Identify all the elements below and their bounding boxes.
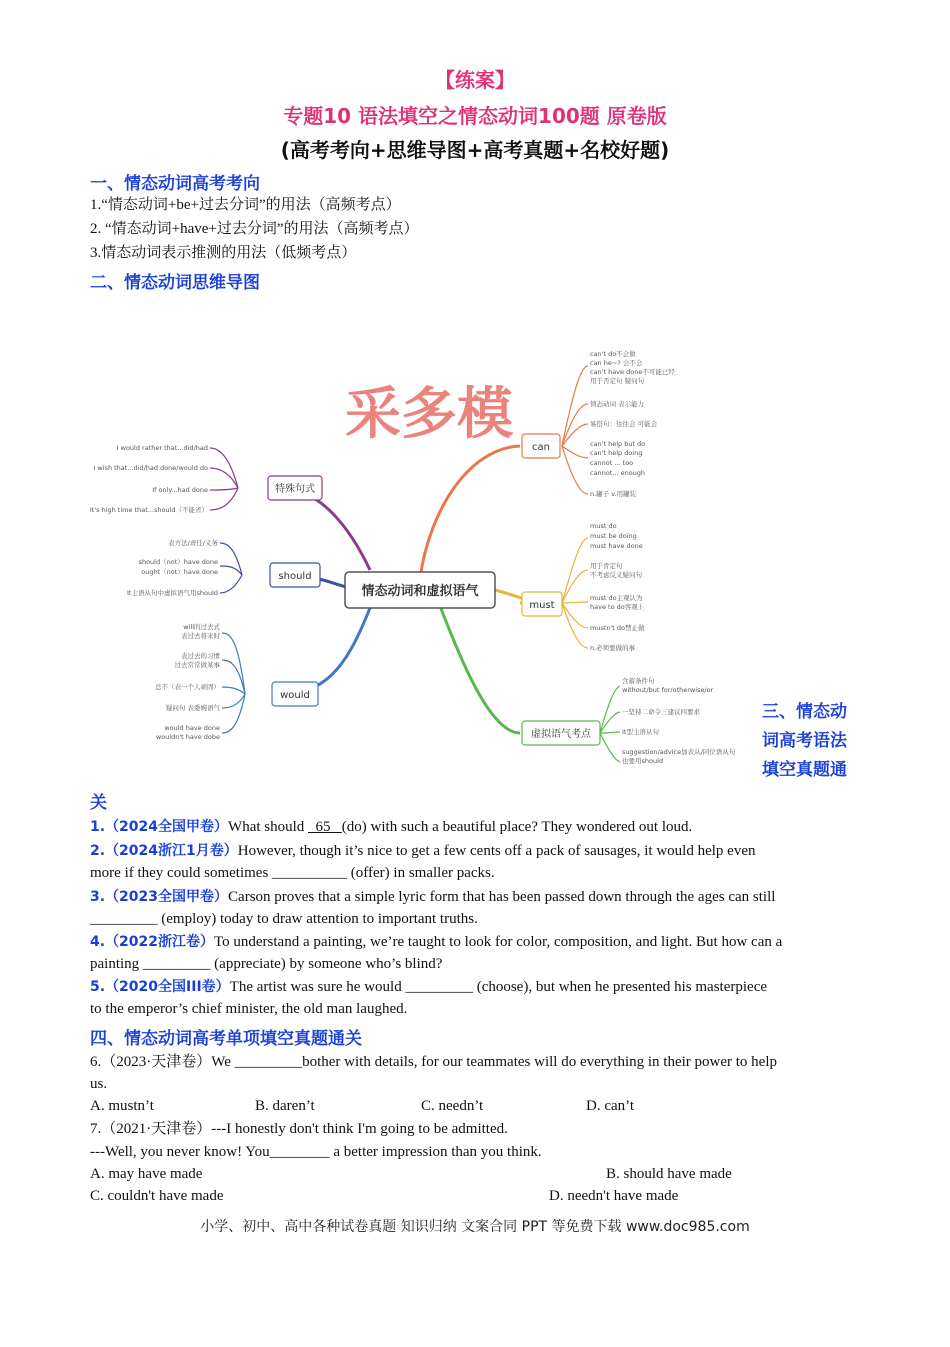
- mindmap-leaf: 用于否定句 疑问句: [590, 377, 645, 385]
- question-6-cont: us.: [90, 1076, 108, 1092]
- q6-option-a[interactable]: A. mustn’t: [90, 1098, 154, 1114]
- section3-heading: 三、情态动 词高考语法 填空真题通: [762, 702, 847, 780]
- mindmap-leaf: suggestion/advice加表从/同位语从句: [622, 748, 736, 756]
- question-5: 5.（2020全国III卷）The artist was sure he would _________ (choose), but when he presented his masterpiece: [90, 979, 768, 995]
- doc-tag: 【练案】: [435, 68, 515, 92]
- section3-heading-tail: 关: [90, 793, 107, 813]
- q6-option-c[interactable]: C. needn’t: [421, 1098, 484, 1114]
- mindmap-leaf: 不考虑反义疑问句: [590, 571, 642, 579]
- mindmap-node-would: would: [280, 690, 310, 701]
- mindmap-leaf: must do: [590, 522, 617, 530]
- question-3-cont: _________ (employ) today to draw attention to important truths.: [90, 911, 478, 927]
- mindmap-leaf: 情态动词 表示能力: [590, 400, 645, 408]
- mindmap-leaf: without/but for/otherwise/or: [622, 686, 714, 694]
- mindmap-node-should: should: [278, 571, 312, 582]
- mindmap-leaf: have to do客观上: [590, 603, 645, 611]
- mindmap-leaf: can't help but do: [590, 440, 646, 448]
- mindmap-leaf: 表过去的习惯: [181, 652, 220, 660]
- mindmap-leaf: must be doing: [590, 532, 637, 540]
- mindmap-watermark: 采多模: [345, 382, 513, 447]
- q7-option-c[interactable]: C. couldn't have made: [90, 1188, 224, 1204]
- question-4-cont: painting _________ (appreciate) by someone who’s blind?: [90, 956, 443, 972]
- mindmap-image: [89, 338, 750, 774]
- mindmap-leaf: 过去常常做某事: [174, 661, 220, 669]
- q6-option-b[interactable]: B. daren’t: [255, 1098, 315, 1114]
- mindmap-leaf: 疑问句 表委婉语气: [165, 704, 220, 712]
- mindmap-leaf: 表过去将来时: [181, 632, 220, 640]
- section2-heading: 二、情态动词思维导图: [90, 273, 260, 293]
- q7-option-b[interactable]: B. should have made: [606, 1166, 732, 1182]
- mindmap-leaf: 一坚持二命令三建议四要求: [622, 708, 700, 716]
- mindmap-leaf: can't help doing: [590, 449, 643, 457]
- mindmap-leaf: 总不（表一个人顽固）: [155, 683, 220, 691]
- mindmap-leaf: I wish that...did/had done/would do: [93, 464, 208, 472]
- mindmap-leaf: must do主观认为: [590, 594, 643, 602]
- mindmap-leaf: wouldn't have dobe: [155, 733, 220, 741]
- q6-option-d[interactable]: D. can’t: [586, 1098, 635, 1114]
- mindmap-leaf: can't have done不可能已经: [590, 368, 675, 376]
- mindmap-leaf: It型主语从句: [622, 728, 659, 736]
- question-6: 6.（2023·天津卷）We _________bother with details, for our teammates will do everything in their power to help: [90, 1054, 777, 1070]
- mindmap-leaf: 含蓄条件句: [622, 677, 655, 685]
- question-7-cont: ---Well, you never know! You________ a better impression than you think.: [90, 1144, 542, 1160]
- mindmap-leaf: n.必须要做的事: [590, 644, 636, 652]
- section1-heading: 一、情态动词高考考向: [90, 174, 260, 194]
- q7-option-a[interactable]: A. may have made: [90, 1166, 203, 1182]
- exam-focus-item-3: 3.情态动词表示推测的用法（低频考点）: [90, 245, 357, 261]
- mindmap-node-subjunctive: 虚拟语气考点: [531, 729, 591, 740]
- question-4: 4.（2022浙江卷）To understand a painting, we’re taught to look for color, composition, and light. But how can a: [90, 934, 783, 950]
- mindmap-node-special: 特殊句式: [275, 484, 315, 495]
- question-2-cont: more if they could sometimes __________ (offer) in smaller packs.: [90, 865, 495, 881]
- mindmap-leaf: can't do不会做: [590, 350, 636, 358]
- mindmap-leaf: It主语从句中虚拟语气用should: [127, 589, 218, 597]
- mindmap-leaf: I would rather that...did/had: [116, 444, 208, 452]
- question-5-cont: to the emperor’s chief minister, the old man laughed.: [90, 1001, 408, 1017]
- mindmap-leaf: cannot... enough: [590, 469, 646, 477]
- doc-title: 专题10 语法填空之情态动词100题 原卷版: [283, 104, 667, 128]
- page-footer: 小学、初中、高中各种试卷真题 知识归纳 文案合同 PPT 等免费下载 www.doc985.com: [200, 1219, 750, 1235]
- mindmap-leaf: can he~? 会不会: [590, 359, 643, 367]
- mindmap-center-node: 情态动词和虚拟语气: [361, 584, 479, 599]
- mindmap-leaf: must have done: [590, 542, 643, 550]
- q7-option-d[interactable]: D. needn't have made: [549, 1188, 679, 1204]
- question-2: 2.（2024浙江1月卷）However, though it’s nice to get a few cents off a pack of sausages, it would help even: [90, 843, 756, 859]
- question-7: 7.（2021·天津卷）---I honestly don't think I'm going to be admitted.: [90, 1121, 508, 1137]
- mindmap-leaf: ought（not）have done: [141, 568, 218, 576]
- mindmap-leaf: 易搭句：往往会 可能会: [590, 420, 658, 428]
- exam-focus-item-2: 2. “情态动词+have+过去分词”的用法（高频考点）: [90, 221, 419, 237]
- mindmap-leaf: would have done: [164, 724, 220, 732]
- answer-blank[interactable]: 65: [315, 819, 331, 835]
- mindmap-node-can: can: [532, 442, 550, 453]
- mindmap-node-must: must: [529, 600, 555, 611]
- mindmap-leaf: 也要用should: [622, 757, 664, 765]
- mindmap-leaf: mustn't do禁止做: [590, 624, 645, 632]
- question-3: 3.（2023全国甲卷）Carson proves that a simple lyric form that has been passed down through the ages can still: [90, 889, 776, 905]
- doc-subtitle: (高考考向+思维导图+高考真题+名校好题): [280, 138, 670, 162]
- section4-heading: 四、情态动词高考单项填空真题通关: [90, 1029, 362, 1049]
- mindmap-leaf: should（not）have done: [138, 558, 218, 566]
- mindmap-leaf: It's high time that...should（不能省）: [89, 506, 208, 514]
- mindmap-leaf: 用于肯定句: [590, 562, 623, 570]
- mindmap-leaf: n.罐子 v.用罐装: [590, 490, 637, 498]
- mindmap-leaf: cannot ... too: [590, 459, 634, 467]
- question-1: 1.（2024全国甲卷）What should 65 (do) with such a beautiful place? They wondered out loud.: [90, 819, 693, 835]
- mindmap-leaf: will的过去式: [183, 623, 220, 631]
- mindmap-leaf: 表方法/责任/义务: [168, 539, 218, 547]
- mindmap-leaf: If only...had done: [152, 486, 208, 494]
- exam-focus-item-1: 1.“情态动词+be+过去分词”的用法（高频考点）: [90, 197, 401, 213]
